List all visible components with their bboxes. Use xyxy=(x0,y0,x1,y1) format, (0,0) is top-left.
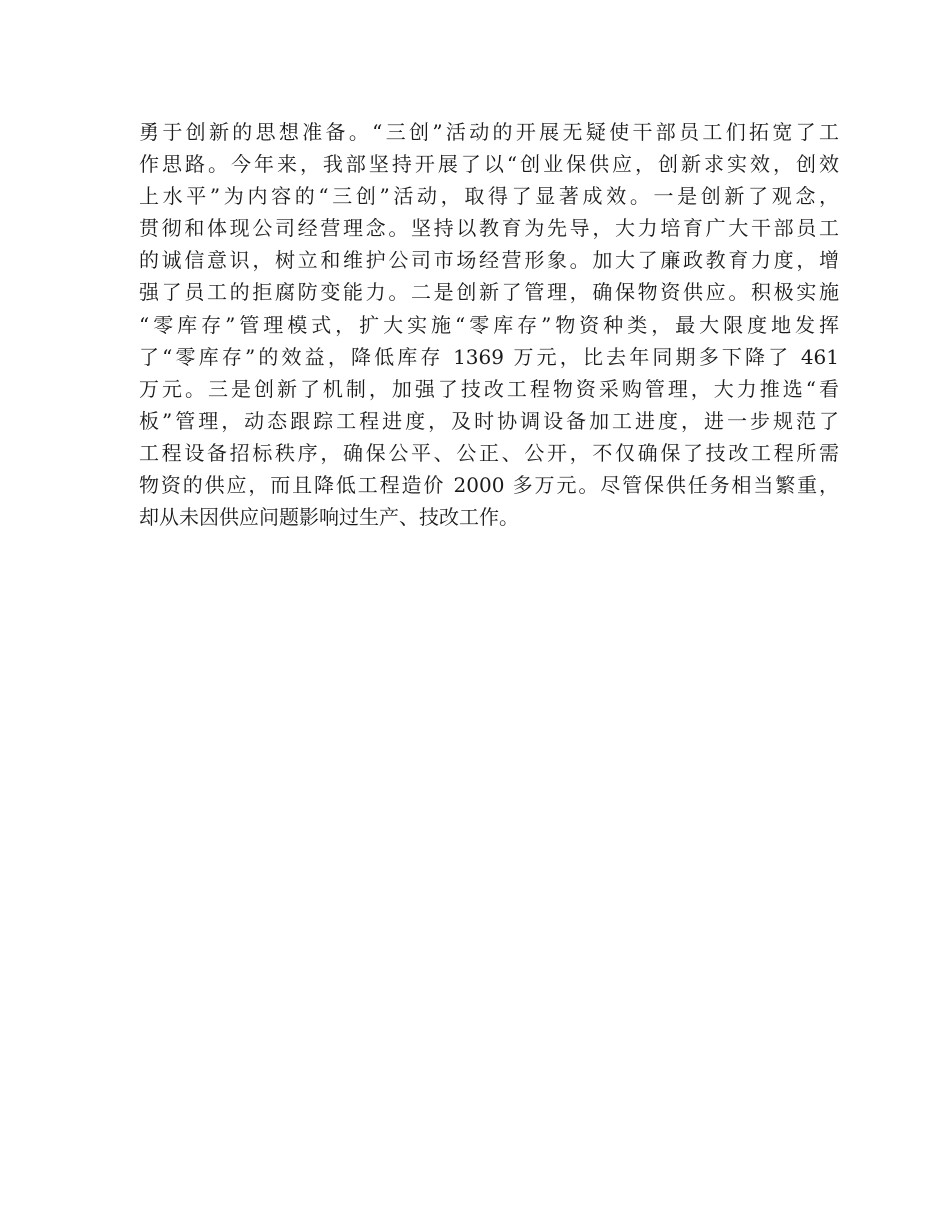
paragraph-line-6: 强了员工的拒腐防变能力。二是创新了管理，确保物资供应。积极实施 xyxy=(139,280,839,305)
paragraph-line-3: 上水平”为内容的“三创”活动，取得了显著成效。一是创新了观念， xyxy=(139,184,839,209)
paragraph-line-4: 贯彻和体现公司经营理念。坚持以教育为先导，大力培育广大干部员工 xyxy=(139,216,839,241)
paragraph-line-13: 却从未因供应问题影响过生产、技改工作。 xyxy=(139,505,519,530)
paragraph-line-12: 物资的供应，而且降低工程造价 2000 多万元。尽管保供任务相当繁重， xyxy=(139,473,839,498)
paragraph-line-11: 工程设备招标秩序，确保公平、公正、公开，不仅确保了技改工程所需 xyxy=(139,440,839,465)
paragraph-line-7: “零库存”管理模式，扩大实施“零库存”物资种类，最大限度地发挥 xyxy=(139,312,839,337)
paragraph-line-5: 的诚信意识，树立和维护公司市场经营形象。加大了廉政教育力度，增 xyxy=(139,248,839,273)
paragraph-line-8: 了“零库存”的效益，降低库存 1369 万元，比去年同期多下降了 461 xyxy=(139,344,839,369)
paragraph-line-2: 作思路。今年来，我部坚持开展了以“创业保供应，创新求实效，创效 xyxy=(139,152,839,177)
paragraph-line-1: 勇于创新的思想准备。“三创”活动的开展无疑使干部员工们拓宽了工 xyxy=(139,120,839,144)
body-paragraph xyxy=(139,116,839,533)
paragraph-line-9: 万元。三是创新了机制，加强了技改工程物资采购管理，大力推选“看 xyxy=(139,376,839,401)
paragraph-line-10: 板”管理，动态跟踪工程进度，及时协调设备加工进度，进一步规范了 xyxy=(139,408,839,433)
